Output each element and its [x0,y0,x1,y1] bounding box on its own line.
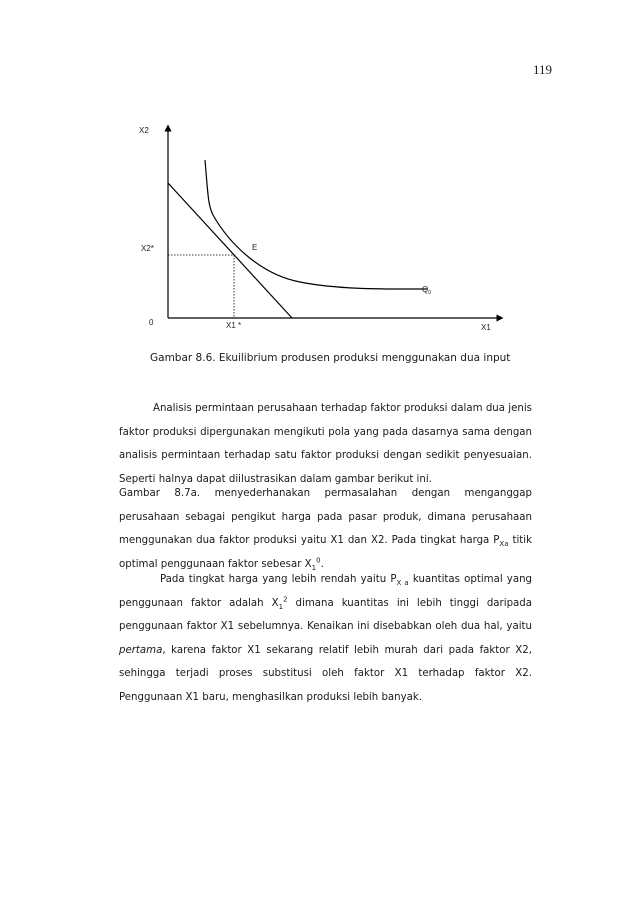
paragraph-3-part-4: , karena faktor X1 sekarang relatif lebih murah dari pada faktor X2, sehingga terjadi proses substitusi oleh faktor X1 terhadap faktor X2. Penggunaan X1 baru, menghasilkan produksi lebih banyak. [119,644,532,703]
x2-star-label: X2* [141,244,154,253]
paragraph-3-part-3: dimana kuantitas ini lebih tinggi daripada penggunaan faktor X1 sebelumnya. Kenaikan ini disebabkan oleh dua hal, yaitu [119,597,532,632]
x-superscript: 2 [283,595,288,604]
page-number: 119 [532,62,552,77]
paragraph-2-part-3: . [320,558,324,570]
paragraph-1 [119,397,532,491]
paragraph-3 [119,568,532,709]
paragraph-1-text: Analisis permintaan perusahaan terhadap faktor produksi dalam dua jenis faktor produksi dipergunakan mengikuti pola yang pada dasarnya sama dengan analisis permintaan terhadap satu faktor produksi dengan sedikit penyesuaian. Seperti halnya dapat diilustrasikan dalam gambar berikut ini. [119,403,532,485]
price-subscript: X a [396,579,409,588]
isoquant-label [422,285,431,296]
x-axis-label: X1 [481,323,491,332]
x-subscript: 1 [311,563,317,572]
y-axis-label: X2 [139,126,149,135]
x-superscript: 0 [316,556,321,565]
isoquant-label-main: Q [422,285,429,294]
equilibrium-label: E [252,243,258,252]
paragraph-3-part-2: kuantitas optimal yang penggunaan faktor adalah X [119,574,533,609]
price-subscript: Xa [499,540,509,549]
paragraph-2-part-2: titik optimal penggunaan faktor sebesar X [119,535,533,570]
italic-pertama: pertama [119,644,163,656]
isoquant-label-sub: 0 [428,290,432,296]
paragraph-2-part-1: Gambar 8.7a. menyederhanakan permasalahan dengan menganggap perusahaan sebagai pengikut harga pada pasar produk, dimana perusahaan menggunakan dua faktor produksi yaitu X1 dan X2. Pada tingkat harga P [119,488,532,546]
x1-star-label: X1 * [226,321,242,330]
figure-caption: Gambar 8.6. Ekuilibrium produsen produksi menggunakan dua input [150,352,511,364]
isocost-line [168,183,292,318]
x-subscript: 1 [278,602,284,611]
paragraph-2 [119,482,532,576]
isoquant-curve [205,160,427,289]
paragraph-3-part-1: Pada tingkat harga yang lebih rendah yaitu P [160,574,397,585]
origin-label: 0 [149,318,154,327]
